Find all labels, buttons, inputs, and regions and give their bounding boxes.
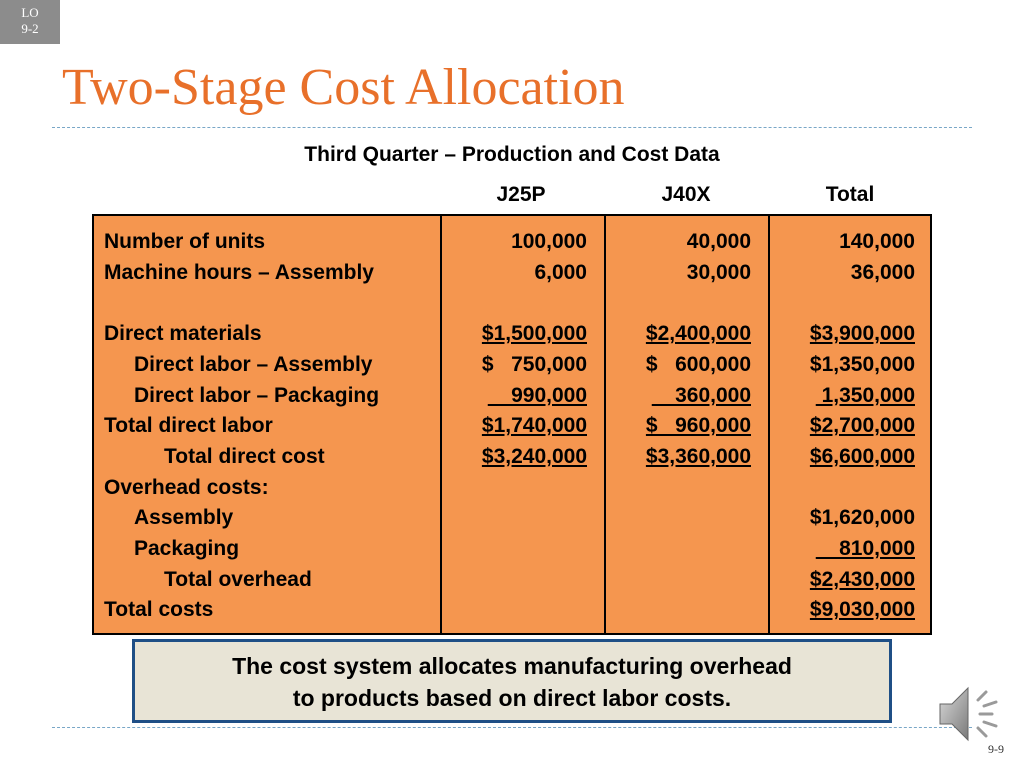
cell-j40x: 30,000: [686, 260, 751, 284]
cell-j25p: $3,240,000: [481, 444, 587, 468]
cell-total: 140,000: [839, 230, 915, 253]
cell-total: 1,350,000: [815, 383, 915, 407]
speaker-icon[interactable]: [936, 682, 1006, 746]
column-divider: [768, 216, 770, 633]
cell-j40x: 40,000: [686, 230, 751, 253]
cell-j25p: $ 750,000: [481, 352, 587, 376]
title-divider: [52, 127, 972, 128]
row-label: Packaging: [134, 537, 240, 560]
cell-j40x: $3,360,000: [645, 444, 751, 468]
cell-total: $1,350,000: [809, 352, 915, 376]
row-label: Number of units: [104, 230, 265, 253]
cell-total: $6,600,000: [809, 444, 915, 468]
page-number: 9-9: [988, 742, 1004, 756]
cell-j25p: 100,000: [511, 230, 587, 253]
cell-total: $3,900,000: [809, 322, 915, 346]
cell-total: $9,030,000: [809, 598, 915, 622]
cell-j40x: $2,400,000: [645, 322, 751, 346]
footer-divider: [52, 727, 972, 728]
slide-title: Two-Stage Cost Allocation: [62, 59, 625, 116]
row-label: Total overhead: [164, 567, 312, 591]
column-divider: [440, 216, 442, 633]
row-label: Total direct cost: [164, 444, 325, 468]
row-label: Total direct labor: [104, 414, 273, 438]
column-header-j25p: J25P: [496, 183, 546, 206]
column-header-j40x: J40X: [661, 183, 711, 206]
lo-badge: [0, 0, 60, 44]
cell-j25p: 990,000: [487, 383, 587, 407]
cell-j40x: 360,000: [651, 383, 751, 407]
row-label: Machine hours – Assembly: [104, 260, 374, 284]
note-line-1: The cost system allocates manufacturing overhead: [232, 653, 792, 679]
lo-badge-line1: LO: [21, 5, 39, 20]
cost-data-table: [92, 214, 932, 635]
table-subtitle: Third Quarter – Production and Cost Data: [304, 143, 720, 166]
note-line-2: to products based on direct labor costs.: [292, 685, 732, 711]
cell-j40x: $ 960,000: [645, 414, 751, 438]
cell-j25p: $1,500,000: [481, 322, 587, 346]
cell-j40x: $ 600,000: [645, 352, 751, 376]
cell-j25p: 6,000: [534, 260, 587, 284]
row-label: Assembly: [134, 506, 234, 530]
column-divider: [604, 216, 606, 633]
explanation-note: [132, 639, 892, 723]
column-header-total: Total: [825, 183, 875, 206]
lo-badge-line2: 9-2: [21, 21, 39, 36]
cell-total: 810,000: [815, 537, 915, 560]
cell-total: $1,620,000: [809, 506, 915, 530]
row-label: Overhead costs:: [104, 475, 269, 499]
row-label: Direct labor – Packaging: [134, 383, 380, 407]
row-label: Direct materials: [104, 322, 262, 346]
row-label: Direct labor – Assembly: [134, 352, 373, 376]
cell-j25p: $1,740,000: [481, 414, 587, 438]
cell-total: $2,430,000: [809, 567, 915, 591]
cell-total: 36,000: [850, 260, 915, 284]
cell-total: $2,700,000: [809, 414, 915, 438]
row-label: Total costs: [104, 598, 214, 622]
